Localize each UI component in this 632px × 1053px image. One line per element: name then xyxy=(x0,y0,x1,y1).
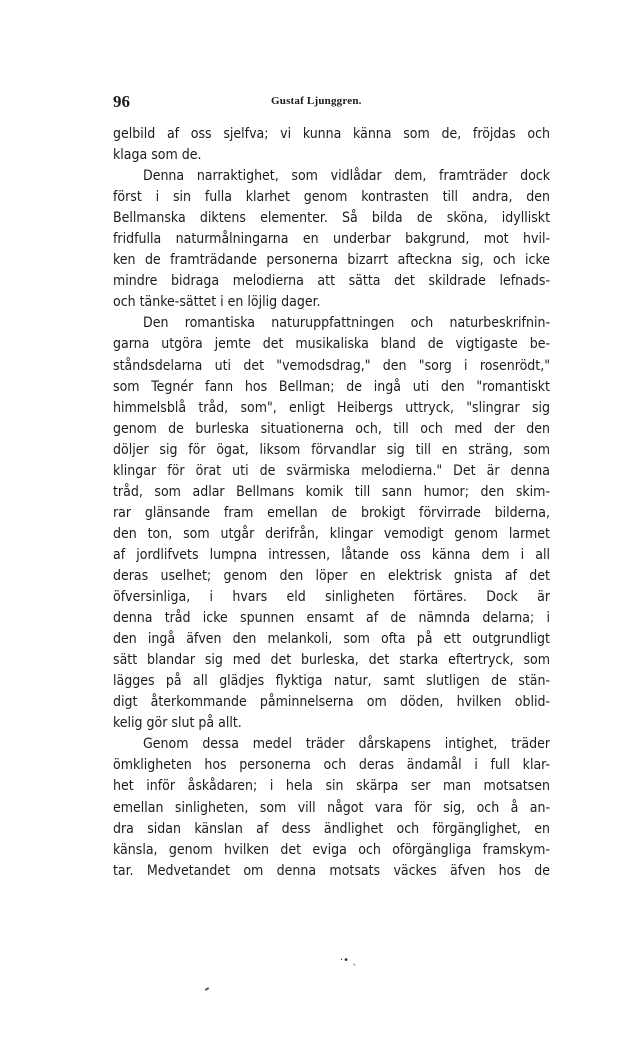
text-line: öfversinliga, i hvars eld sinligheten förtäres. Dock är xyxy=(113,589,550,606)
page-number: 96 xyxy=(113,92,130,111)
text-line: ömkligheten hos personerna och deras ändamål i full klar- xyxy=(113,757,550,774)
print-speck xyxy=(205,987,209,991)
text-line: tar. Medvetandet om denna motsats väckes äfven hos de xyxy=(113,862,550,879)
text-line: ken de framträdande personerna bizarrt afteckna sig, och icke xyxy=(113,252,550,269)
text-line: emellan sinligheten, som vill något vara för sig, och å an- xyxy=(113,799,550,816)
print-specks: ·• ˎ xyxy=(340,955,358,966)
text-line: klingar för örat uti de svärmiska melodierna." Det är denna xyxy=(113,462,550,479)
page-header xyxy=(113,92,550,114)
text-line: het inför åskådaren; i hela sin skärpa ser man motsatsen xyxy=(113,778,550,795)
text-line: denna tråd icke spunnen ensamt af de nämnda delarna; i xyxy=(113,610,550,627)
text-line: rar glänsande fram emellan de brokigt förvirrade bilderna, xyxy=(113,504,550,521)
text-line: mindre bidraga melodierna att sätta det skildrade lefnads- xyxy=(113,273,550,290)
text-line: Genom dessa medel träder dårskapens intighet, träder xyxy=(143,736,550,753)
text-line: ståndsdelarna uti det "vemodsdrag," den "sorg i rosenrödt," xyxy=(113,357,550,374)
text-line: digt återkommande påminnelserna om döden, hvilken oblid- xyxy=(113,694,550,711)
text-line: döljer sig för ögat, liksom förvandlar sig till en sträng, som xyxy=(113,441,550,458)
text-line: klaga som de. xyxy=(113,147,202,164)
text-line: lägges på all glädjes flyktiga natur, samt slutligen de stän- xyxy=(113,673,550,690)
text-line: deras uselhet; genom den löper en elektrisk gnista af det xyxy=(113,567,550,584)
text-line: Denna narraktighet, som vidlådar dem, framträder dock xyxy=(143,168,550,185)
text-line: gelbild af oss sjelfva; vi kunna känna som de, fröjdas och xyxy=(113,126,550,142)
text-line: först i sin fulla klarhet genom kontrasten till andra, den xyxy=(113,189,550,206)
text-line: som Tegnér fann hos Bellman; de ingå uti den "romantiskt xyxy=(113,378,550,395)
text-line: Den romantiska naturuppfattningen och naturbeskrifnin- xyxy=(143,315,550,332)
text-line: den ton, som utgår derifrån, klingar vemodigt genom larmet xyxy=(113,525,550,542)
body-text xyxy=(113,124,550,882)
text-line: himmelsblå tråd, som", enligt Heibergs uttryck, "slingrar sig xyxy=(113,399,550,416)
text-line: kelig gör slut på allt. xyxy=(113,715,242,732)
text-line: och tänke-sättet i en löjlig dager. xyxy=(113,294,321,311)
text-line: af jordlifvets lumpna intressen, låtande oss känna dem i all xyxy=(113,546,550,563)
text-line: fridfulla naturmålningarna en underbar bakgrund, mot hvil- xyxy=(113,231,550,248)
text-line: dra sidan känslan af dess ändlighet och förgänglighet, en xyxy=(113,820,550,837)
running-head: Gustaf Ljunggren. xyxy=(271,95,362,107)
text-line: sätt blandar sig med det burleska, det starka eftertryck, som xyxy=(113,652,550,669)
text-line: Bellmanska diktens elementer. Så bilda de sköna, idylliskt xyxy=(113,210,550,227)
text-line: tråd, som adlar Bellmans komik till sann humor; den skim- xyxy=(113,483,550,500)
text-line: den ingå äfven den melankoli, som ofta på ett outgrundligt xyxy=(113,631,550,648)
text-line: känsla, genom hvilken det eviga och oförgängliga framskym- xyxy=(113,841,550,858)
text-line: genom de burleska situationerna och, till och med der den xyxy=(113,420,550,437)
text-line: garna utgöra jemte det musikaliska bland de vigtigaste be- xyxy=(113,336,550,353)
